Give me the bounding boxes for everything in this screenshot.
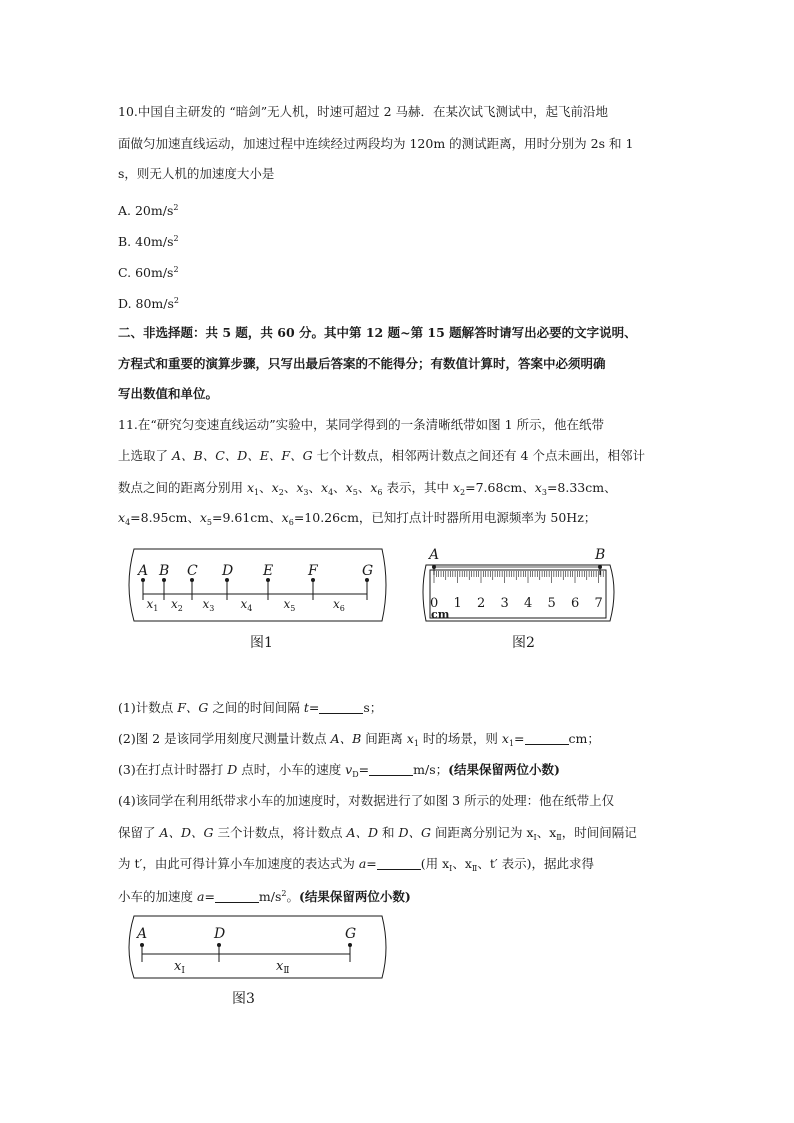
sub3: (3)在打点计时器打 D 点时，小车的速度 $v_D= m/s$；(结果保留两位小数) bbox=[118, 762, 560, 779]
fig1-seg-label-2: $x_2$ bbox=[171, 597, 183, 613]
q11-line-2: 上选取了 A、B、C、D、E、F、G 七个计数点，相邻两计数点之间还有 4 个点未画出，相邻计 bbox=[118, 448, 645, 463]
fig1-seg-label-6: $x_6$ bbox=[333, 597, 345, 613]
q10-line-2: 面做匀加速直线运动，加速过程中连续经过两段均为 120m 的测试距离，用时分别为 2s 和 1 bbox=[118, 136, 634, 151]
sub3-answer-blank[interactable] bbox=[369, 763, 413, 776]
ruler-number-4: 4 bbox=[524, 596, 533, 611]
fig2-label-b: B bbox=[595, 547, 606, 563]
fig1-points bbox=[136, 563, 373, 613]
sub4-line-2: 保留了 A、D、G 三个计数点，将计数点 A、D 和 D、G 间距离分别记为 $x_Ⅰ$、$x_Ⅱ$，时间间隔记 bbox=[118, 825, 637, 842]
q11-line-3: 数点之间的距离分别用 $x_1$、$x_2$、$x_3$、$x_4$、$x_5$、$x_6$ 表示，其中 $x_2=7.68cm$、$x_3=8.33cm$、 bbox=[118, 480, 617, 497]
fig1-seg-label-3: $x_3$ bbox=[202, 597, 215, 613]
q11-line-1: 11.在“研究匀变速直线运动”实验中，某同学得到的一条清晰纸带如图 1 所示，他在纸带 bbox=[118, 417, 605, 432]
fig1-label-a: A bbox=[138, 563, 149, 579]
fig1-label-f: F bbox=[308, 563, 318, 579]
figure-1 bbox=[120, 545, 390, 655]
sub4-line-3: 为 t′，由此可得计算小车加速度的表达式为 a= (用 $x_Ⅰ$、$x_Ⅱ$、t′ 表示)，据此求得 bbox=[118, 856, 595, 873]
sub2: (2)图 2 是该同学用刻度尺测量计数点 A、B 间距离 $x_1$ 时的场景，则 $x_1=$ cm； bbox=[118, 731, 600, 748]
section2-line-1: 二、非选择题：共 5 题，共 60 分。其中第 12 题~第 15 题解答时请写出必要的文字说明、 bbox=[118, 325, 637, 340]
ruler-number-5: 5 bbox=[547, 596, 556, 611]
fig1-label-g: G bbox=[362, 563, 374, 579]
fig3-label-a: A bbox=[137, 926, 148, 942]
fig1-seg-label-1: $x_1$ bbox=[146, 597, 159, 613]
sub4-value-blank[interactable] bbox=[215, 890, 259, 903]
sub1: (1)计数点 F、G 之间的时间间隔 t= s； bbox=[118, 700, 383, 715]
fig3-label-x-i: $x_Ⅰ$ bbox=[174, 959, 185, 976]
ruler-number-7: 7 bbox=[594, 596, 603, 611]
q10-option-c: C. $60m/s^2$ bbox=[118, 265, 179, 280]
sub4-line-1: (4)该同学在利用纸带求小车的加速度时，对数据进行了如图 3 所示的处理：他在纸带上仅 bbox=[118, 793, 615, 808]
fig1-label-c: C bbox=[187, 563, 198, 579]
ruler-number-0: 0 bbox=[430, 596, 439, 611]
q10-option-d: D. $80m/s^2$ bbox=[118, 296, 180, 311]
figure-2 bbox=[420, 545, 620, 655]
sub2-answer-blank[interactable] bbox=[525, 732, 569, 745]
ruler-number-3: 3 bbox=[500, 596, 509, 611]
fig1-caption: 图1 bbox=[250, 635, 273, 651]
fig1-seg-label-4: $x_4$ bbox=[240, 597, 253, 613]
fig1-tape-outline bbox=[129, 549, 386, 621]
fig2-caption: 图2 bbox=[512, 635, 535, 651]
figure-3 bbox=[120, 912, 390, 1012]
q11-line-4: $x_4=8.95cm$、$x_5=9.61cm$、$x_6=10.26cm$，已知打点计时器所用电源频率为 50Hz； bbox=[118, 510, 597, 527]
q10-line-3: s，则无人机的加速度大小是 bbox=[118, 166, 275, 181]
ruler-number-6: 6 bbox=[571, 596, 580, 611]
fig1-label-b: B bbox=[159, 563, 170, 579]
q10-option-a: A. $20m/s^2$ bbox=[118, 203, 179, 218]
sub1-answer-blank[interactable] bbox=[319, 701, 363, 714]
fig3-label-g: G bbox=[345, 926, 357, 942]
ruler-number-1: 1 bbox=[453, 596, 462, 611]
section2-line-2: 方程式和重要的演算步骤，只写出最后答案的不能得分；有数值计算时，答案中必须明确 bbox=[118, 356, 606, 371]
fig2-label-a: A bbox=[429, 547, 440, 563]
fig3-caption: 图3 bbox=[232, 991, 255, 1007]
fig1-label-e: E bbox=[263, 563, 274, 579]
q10-line-1: 10.中国自主研发的 “暗剑”无人机，时速可超过 2 马赫．在某次试飞测试中，起飞前沿地 bbox=[118, 104, 609, 119]
sub4-line-4: 小车的加速度 $a= m/s^2$。(结果保留两位小数) bbox=[118, 889, 411, 904]
fig1-seg-label-5: $x_5$ bbox=[283, 597, 296, 613]
sub4-expression-blank[interactable] bbox=[377, 857, 421, 870]
fig1-label-d: D bbox=[222, 563, 234, 579]
q10-option-b: B. $40m/s^2$ bbox=[118, 234, 179, 249]
fig3-label-d: D bbox=[214, 926, 226, 942]
ruler-number-2: 2 bbox=[477, 596, 486, 611]
section2-line-3: 写出数值和单位。 bbox=[118, 386, 219, 401]
ruler-unit: cm bbox=[431, 608, 450, 621]
fig3-label-x-ii: $x_Ⅱ$ bbox=[276, 959, 290, 976]
